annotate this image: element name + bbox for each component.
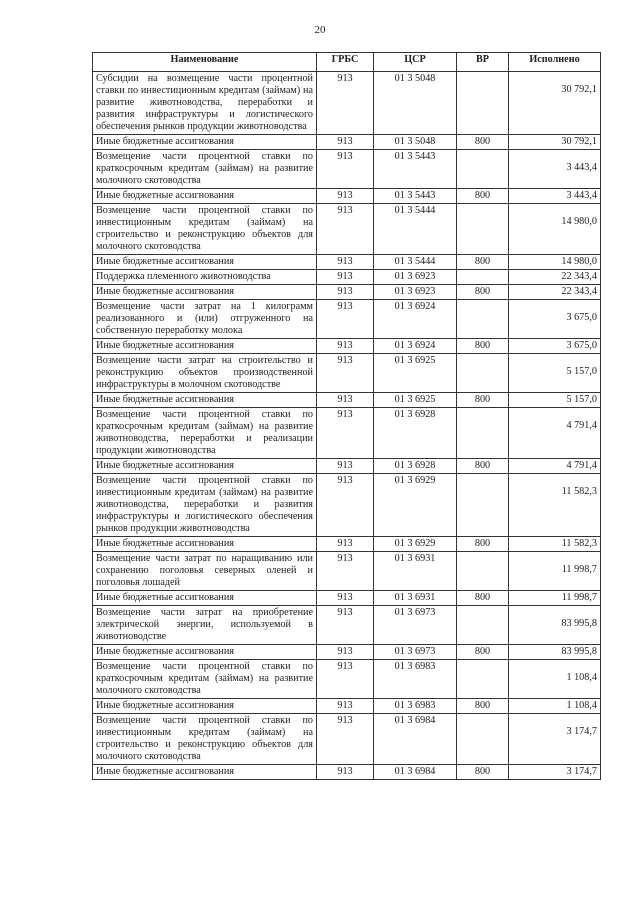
row-csr: 01 3 5443 [374,189,457,204]
row-amount: 5 157,0 [509,393,601,408]
row-name: Иные бюджетные ассигнования [93,285,317,300]
row-csr: 01 3 6931 [374,552,457,591]
row-grbs: 913 [317,270,374,285]
row-amount: 22 343,4 [509,270,601,285]
row-name: Иные бюджетные ассигнования [93,645,317,660]
row-name: Возмещение части процентной ставки по краткосрочным кредитам (займам) на развитие молочного скотоводства [93,660,317,699]
row-name: Иные бюджетные ассигнования [93,135,317,150]
row-vr [457,606,509,645]
row-grbs: 913 [317,408,374,459]
table-row [93,765,601,780]
row-csr: 01 3 6983 [374,699,457,714]
row-name: Иные бюджетные ассигнования [93,393,317,408]
header-name: Наименование [93,53,317,72]
table-row [93,255,601,270]
table-body [93,72,601,780]
row-vr: 800 [457,459,509,474]
row-amount: 83 995,8 [509,645,601,660]
row-name: Возмещение части процентной ставки по инвестиционным кредитам (займам) на строительство и реконструкцию объектов для молочного скотоводства [93,204,317,255]
row-name: Иные бюджетные ассигнования [93,591,317,606]
row-amount: 5 157,0 [509,354,601,393]
header-amount: Исполнено [509,53,601,72]
row-vr [457,408,509,459]
row-grbs: 913 [317,150,374,189]
row-grbs: 913 [317,204,374,255]
row-amount: 3 174,7 [509,765,601,780]
row-grbs: 913 [317,339,374,354]
table-row [93,714,601,765]
row-amount: 22 343,4 [509,285,601,300]
row-amount: 3 675,0 [509,300,601,339]
row-csr: 01 3 6984 [374,714,457,765]
row-grbs: 913 [317,354,374,393]
table-row [93,339,601,354]
table-row [93,591,601,606]
table-row [93,459,601,474]
row-vr [457,474,509,537]
row-name: Возмещение части затрат на 1 килограмм реализованного и (или) отгруженного на собственную переработку молока [93,300,317,339]
row-grbs: 913 [317,285,374,300]
row-csr: 01 3 6924 [374,300,457,339]
row-vr: 800 [457,285,509,300]
table-row [93,300,601,339]
table-row [93,537,601,552]
row-grbs: 913 [317,459,374,474]
row-name: Возмещение части процентной ставки по инвестиционным кредитам (займам) на развитие животноводства, переработки и развития инфраструктуры и логистического обеспечения рынков продукции животноводства [93,474,317,537]
row-vr: 800 [457,699,509,714]
table-row [93,474,601,537]
row-name: Возмещение части процентной ставки по краткосрочным кредитам (займам) на развитие животноводства, переработки и реализации продукции животноводства [93,408,317,459]
row-amount: 30 792,1 [509,135,601,150]
row-name: Иные бюджетные ассигнования [93,459,317,474]
row-vr [457,354,509,393]
row-amount: 11 582,3 [509,474,601,537]
row-name: Иные бюджетные ассигнования [93,255,317,270]
row-csr: 01 3 6929 [374,474,457,537]
row-name: Субсидии на возмещение части процентной ставки по инвестиционным кредитам (займам) на развитие животноводства, переработки и развития инфраструктуры и логистического обеспечения рынков продукции животноводства [93,72,317,135]
row-csr: 01 3 6928 [374,459,457,474]
row-csr: 01 3 6973 [374,645,457,660]
table-row [93,285,601,300]
row-vr: 800 [457,189,509,204]
row-csr: 01 3 6929 [374,537,457,552]
row-amount: 14 980,0 [509,204,601,255]
row-grbs: 913 [317,660,374,699]
table-row [93,408,601,459]
row-grbs: 913 [317,765,374,780]
row-name: Иные бюджетные ассигнования [93,189,317,204]
row-amount: 3 675,0 [509,339,601,354]
table-row [93,204,601,255]
row-vr: 800 [457,537,509,552]
row-csr: 01 3 6925 [374,393,457,408]
row-amount: 1 108,4 [509,699,601,714]
row-grbs: 913 [317,474,374,537]
row-vr: 800 [457,765,509,780]
row-csr: 01 3 5048 [374,135,457,150]
row-vr [457,552,509,591]
row-amount: 3 443,4 [509,150,601,189]
row-vr [457,660,509,699]
table-header-row [93,53,601,72]
row-grbs: 913 [317,135,374,150]
table-row [93,72,601,135]
row-grbs: 913 [317,714,374,765]
row-amount: 83 995,8 [509,606,601,645]
table-row [93,354,601,393]
table-row [93,270,601,285]
row-name: Возмещение части затрат по наращиванию или сохранению поголовья северных оленей и поголовья лошадей [93,552,317,591]
row-csr: 01 3 5048 [374,72,457,135]
row-csr: 01 3 5443 [374,150,457,189]
row-csr: 01 3 6923 [374,270,457,285]
row-csr: 01 3 5444 [374,204,457,255]
row-name: Иные бюджетные ассигнования [93,537,317,552]
row-vr: 800 [457,591,509,606]
table-row [93,552,601,591]
row-amount: 11 998,7 [509,552,601,591]
row-vr [457,300,509,339]
row-grbs: 913 [317,393,374,408]
row-name: Возмещение части процентной ставки по краткосрочным кредитам (займам) на развитие молочного скотоводства [93,150,317,189]
row-grbs: 913 [317,255,374,270]
row-vr: 800 [457,645,509,660]
row-vr: 800 [457,339,509,354]
header-vr: ВР [457,53,509,72]
row-grbs: 913 [317,645,374,660]
table-row [93,606,601,645]
row-amount: 4 791,4 [509,459,601,474]
header-csr: ЦСР [374,53,457,72]
row-csr: 01 3 5444 [374,255,457,270]
table-row [93,135,601,150]
row-amount: 1 108,4 [509,660,601,699]
row-vr: 800 [457,393,509,408]
header-grbs: ГРБС [317,53,374,72]
row-csr: 01 3 6931 [374,591,457,606]
row-name: Возмещение части затрат на строительство и реконструкцию объектов производственной инфраструктуры в молочном скотоводстве [93,354,317,393]
row-vr [457,270,509,285]
row-vr: 800 [457,135,509,150]
table-row [93,660,601,699]
row-vr [457,204,509,255]
row-grbs: 913 [317,699,374,714]
row-grbs: 913 [317,591,374,606]
row-amount: 4 791,4 [509,408,601,459]
table-row [93,189,601,204]
row-grbs: 913 [317,72,374,135]
row-vr [457,714,509,765]
table-row [93,150,601,189]
row-name: Иные бюджетные ассигнования [93,339,317,354]
page-number: 20 [314,24,326,36]
row-amount: 11 582,3 [509,537,601,552]
table-row [93,699,601,714]
row-amount: 11 998,7 [509,591,601,606]
row-amount: 3 443,4 [509,189,601,204]
row-csr: 01 3 6928 [374,408,457,459]
table-row [93,393,601,408]
row-csr: 01 3 6984 [374,765,457,780]
table-row [93,645,601,660]
row-name: Поддержка племенного животноводства [93,270,317,285]
row-grbs: 913 [317,552,374,591]
row-amount: 30 792,1 [509,72,601,135]
row-grbs: 913 [317,300,374,339]
row-amount: 14 980,0 [509,255,601,270]
row-vr [457,72,509,135]
row-csr: 01 3 6983 [374,660,457,699]
row-name: Возмещение части затрат на приобретение электрической энергии, используемой в животноводстве [93,606,317,645]
row-csr: 01 3 6924 [374,339,457,354]
row-vr: 800 [457,255,509,270]
row-grbs: 913 [317,189,374,204]
row-grbs: 913 [317,537,374,552]
row-csr: 01 3 6923 [374,285,457,300]
budget-table [92,52,601,780]
row-name: Иные бюджетные ассигнования [93,699,317,714]
row-vr [457,150,509,189]
row-csr: 01 3 6925 [374,354,457,393]
row-amount: 3 174,7 [509,714,601,765]
row-csr: 01 3 6973 [374,606,457,645]
row-name: Возмещение части процентной ставки по инвестиционным кредитам (займам) на строительство и реконструкцию объектов для молочного скотоводства [93,714,317,765]
row-grbs: 913 [317,606,374,645]
row-name: Иные бюджетные ассигнования [93,765,317,780]
